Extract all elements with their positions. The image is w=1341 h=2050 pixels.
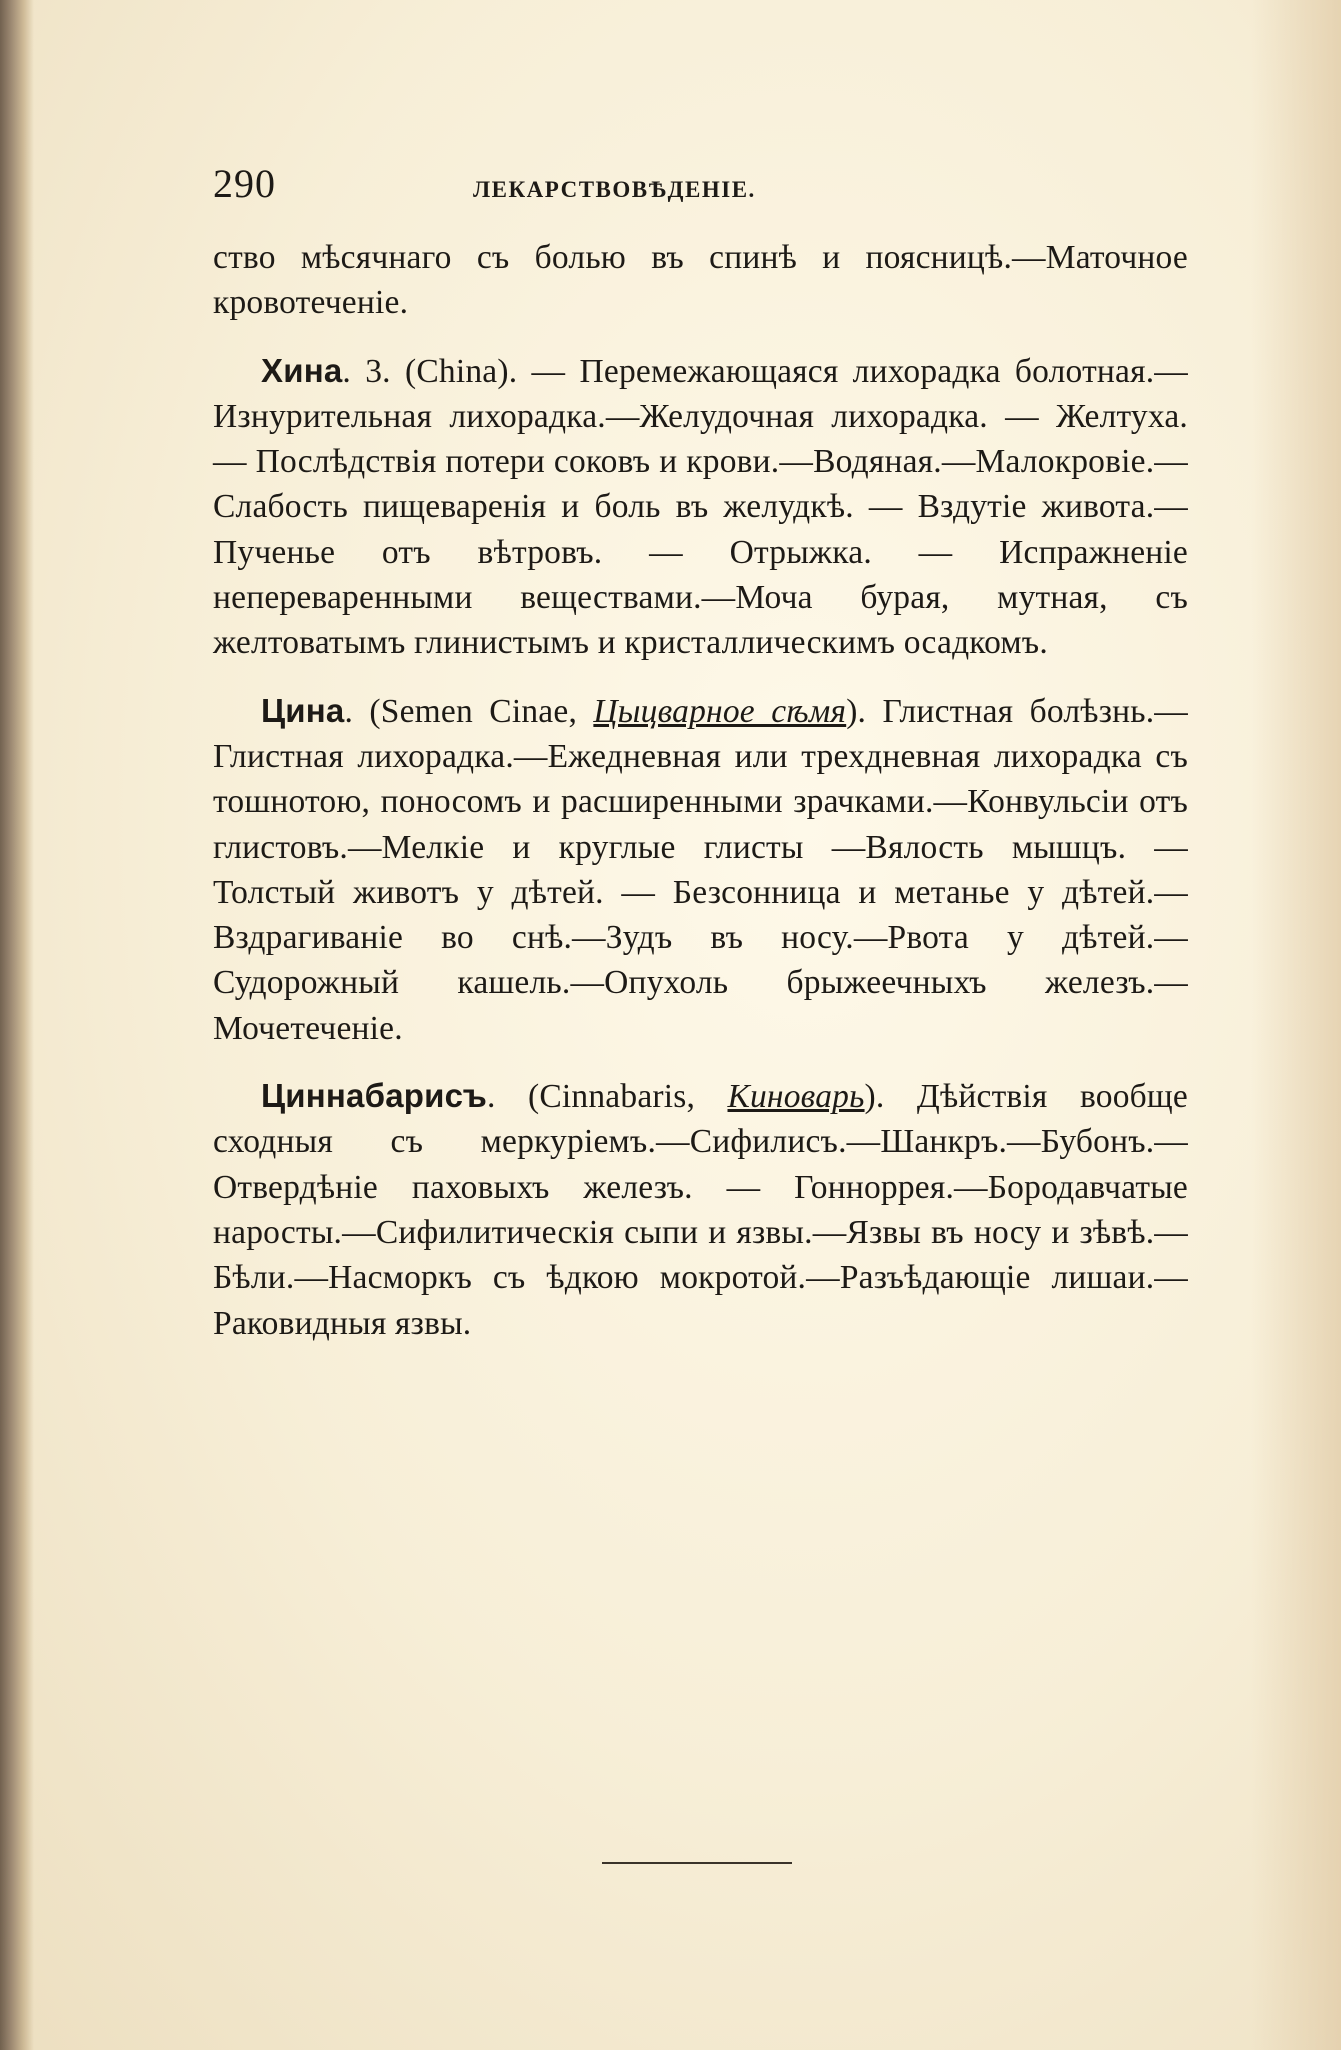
entry-body-post: ). Глистная болѣзнь.—Глистная лихорадка.—Ежедневная или трехдневная лихорадка съ тошнотою, поносомъ и расширенными зрачками.—Конвульсiи отъ глистовъ.—Мелкiе и круглые глисты —Вялость мышцъ. —Толстый животъ у дѣтей. — Безсонница и метанье у дѣтей.—Вздрагиванiе во снѣ.—Зудъ въ носу.—Рвота у дѣтей.—Судорожный кашель.—Опухоль брыжеечныхъ железъ.—Мочетеченiе. [213, 692, 1189, 1047]
section-end-rule [602, 1862, 792, 1864]
entry-body-pre: . (Semen Cinae, [344, 692, 594, 730]
page-header [213, 160, 1188, 218]
entry-term: Циннабарисъ [261, 1077, 487, 1115]
book-spine-shadow [0, 0, 34, 2050]
page-edge-stain [1251, 0, 1341, 2050]
entry-russian-name: Цыцварное сѣмя [593, 692, 847, 730]
entry-term: Хина [261, 351, 343, 389]
entry-body: . 3. (China). — Перемежающаяся лихорадка болотная.—Изнурительная лихорадка.—Желудочная лихорадка. — Желтуха. — Послѣдствiя потери соковъ и крови.—Водяная.—Малокровiе.—Слабость пищеваренiя и боль въ желудкѣ. — Вздутiе живота.—Пученье отъ вѣтровъ. — Отрыжка. — Испражненiе непереваренными веществами.—Моча бурая, мутная, съ желтоватымъ глинистымъ и кристаллическимъ осадкомъ. [213, 352, 1188, 662]
entry-russian-name: Киноварь [727, 1078, 865, 1116]
page-number: 290 [213, 161, 276, 206]
entry-cina [213, 688, 1188, 1051]
page-content [213, 160, 1188, 1346]
entry-body-post: ). Дѣйствiя вообще сходныя съ меркурiемъ.—Сифилисъ.—Шанкръ.—Бубонъ.—Отвердѣнiе паховыхъ железъ. — Гонноррея.—Бородавчатые наросты.—Сифилитическiя сыпи и язвы.—Язвы въ носу и зѣвѣ.—Бѣли.—Насморкъ съ ѣдкою мокротой.—Разъѣдающiе лишаи.—Раковидныя язвы. [213, 1078, 1188, 1342]
entry-china [213, 348, 1188, 666]
continuation-paragraph: ство мѣсячнаго съ болью въ спинѣ и поясницѣ.—Маточное кровотеченiе. [213, 239, 1188, 322]
entry-body-pre: . (Cinnabaris, [486, 1078, 728, 1116]
running-head: ЛЕКАРСТВОВѢДЕНIЕ. [473, 177, 756, 202]
entry-term: Цина [261, 691, 345, 729]
entry-cinnabaris [213, 1073, 1188, 1346]
